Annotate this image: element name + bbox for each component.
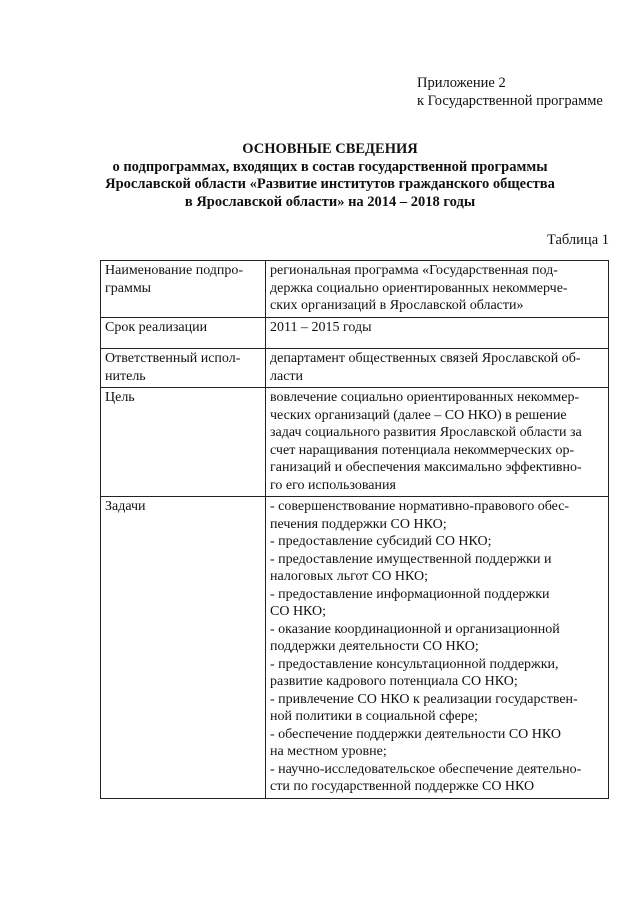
row-value-cell [266, 497, 609, 799]
cell-line: - обеспечение поддержки деятельности СО НКО [270, 726, 562, 742]
cell-line: департамент общественных связей Ярославской об- [270, 351, 581, 366]
appendix-line: к Государственной программе [417, 93, 603, 109]
cell-line: - привлечение СО НКО к реализации государствен- [270, 691, 578, 707]
cell-line: - научно-исследовательское обеспечение деятельно- [270, 761, 582, 777]
row-value-cell [266, 261, 609, 318]
cell-line: Задачи [105, 499, 146, 514]
row-label-cell [101, 261, 266, 318]
heading-line: Ярославской области «Развитие институтов гражданского общества [105, 176, 555, 192]
cell-line: нитель [105, 368, 146, 384]
cell-line: - предоставление информационной поддержки [270, 586, 550, 602]
row-label-cell [101, 349, 266, 388]
appendix-line: Приложение 2 [417, 75, 506, 91]
cell-line: Наименование подпро- [105, 263, 244, 278]
cell-line: печения поддержки СО НКО; [270, 516, 447, 532]
subprogram-info-table [100, 260, 609, 799]
cell-line: региональная программа «Государственная под- [270, 263, 558, 278]
cell-line: развитие кадрового потенциала СО НКО; [270, 674, 518, 689]
heading-title: ОСНОВНЫЕ СВЕДЕНИЯ [242, 141, 418, 157]
cell-line: вовлечение социально ориентированных некоммер- [270, 390, 580, 405]
heading-line: в Ярославской области» на 2014 – 2018 годы [184, 193, 476, 210]
heading-line: о подпрограммах, входящих в состав государственной программы [112, 158, 548, 175]
table-row [101, 388, 609, 497]
cell-line: - предоставление имущественной поддержки и [270, 551, 552, 567]
cell-line: Ответственный испол- [105, 351, 241, 366]
table-row [101, 349, 609, 388]
table-label: Таблица 1 [546, 232, 609, 248]
cell-line: держка социально ориентированных некоммерче- [270, 280, 568, 296]
cell-line: поддержки деятельности СО НКО; [270, 639, 479, 654]
cell-line: задач социального развития Ярославской области за [270, 425, 582, 440]
cell-line: Срок реализации [105, 319, 208, 335]
row-label-cell [101, 388, 266, 497]
cell-line: граммы [105, 280, 152, 296]
cell-line: на местном уровне; [270, 744, 387, 759]
cell-line: ганизаций и обеспечения максимально эффективно- [270, 460, 582, 475]
cell-line: ских организаций в Ярославской области» [270, 298, 524, 313]
table-row [101, 261, 609, 318]
cell-line: - совершенствование нормативно-правового обес- [270, 499, 570, 514]
cell-line: ной политики в социальной сфере; [270, 709, 478, 724]
cell-line: Цель [105, 390, 135, 405]
row-value-cell [266, 388, 609, 497]
cell-line: - предоставление субсидий СО НКО; [270, 534, 492, 549]
cell-line: счет наращивания потенциала некоммерческих ор- [270, 442, 575, 458]
table-row [101, 497, 609, 799]
cell-line: налоговых льгот СО НКО; [270, 569, 428, 584]
row-label-cell [101, 497, 266, 799]
cell-line: СО НКО; [270, 604, 327, 619]
cell-line: ласти [270, 368, 304, 384]
table-row [101, 317, 609, 349]
row-label-cell [101, 317, 266, 349]
cell-line: ческих организаций (далее – СО НКО) в решение [270, 407, 567, 423]
document-heading [80, 141, 580, 211]
cell-line: го его использования [270, 477, 396, 493]
cell-line: - предоставление консультационной поддержки, [270, 656, 559, 672]
appendix-note [417, 74, 603, 110]
cell-line: - оказание координационной и организационной [270, 621, 560, 637]
row-value-cell [266, 317, 609, 349]
cell-line: сти по государственной поддержке СО НКО [270, 779, 535, 794]
row-value-cell [266, 349, 609, 388]
cell-line: 2011 – 2015 годы [270, 319, 372, 335]
